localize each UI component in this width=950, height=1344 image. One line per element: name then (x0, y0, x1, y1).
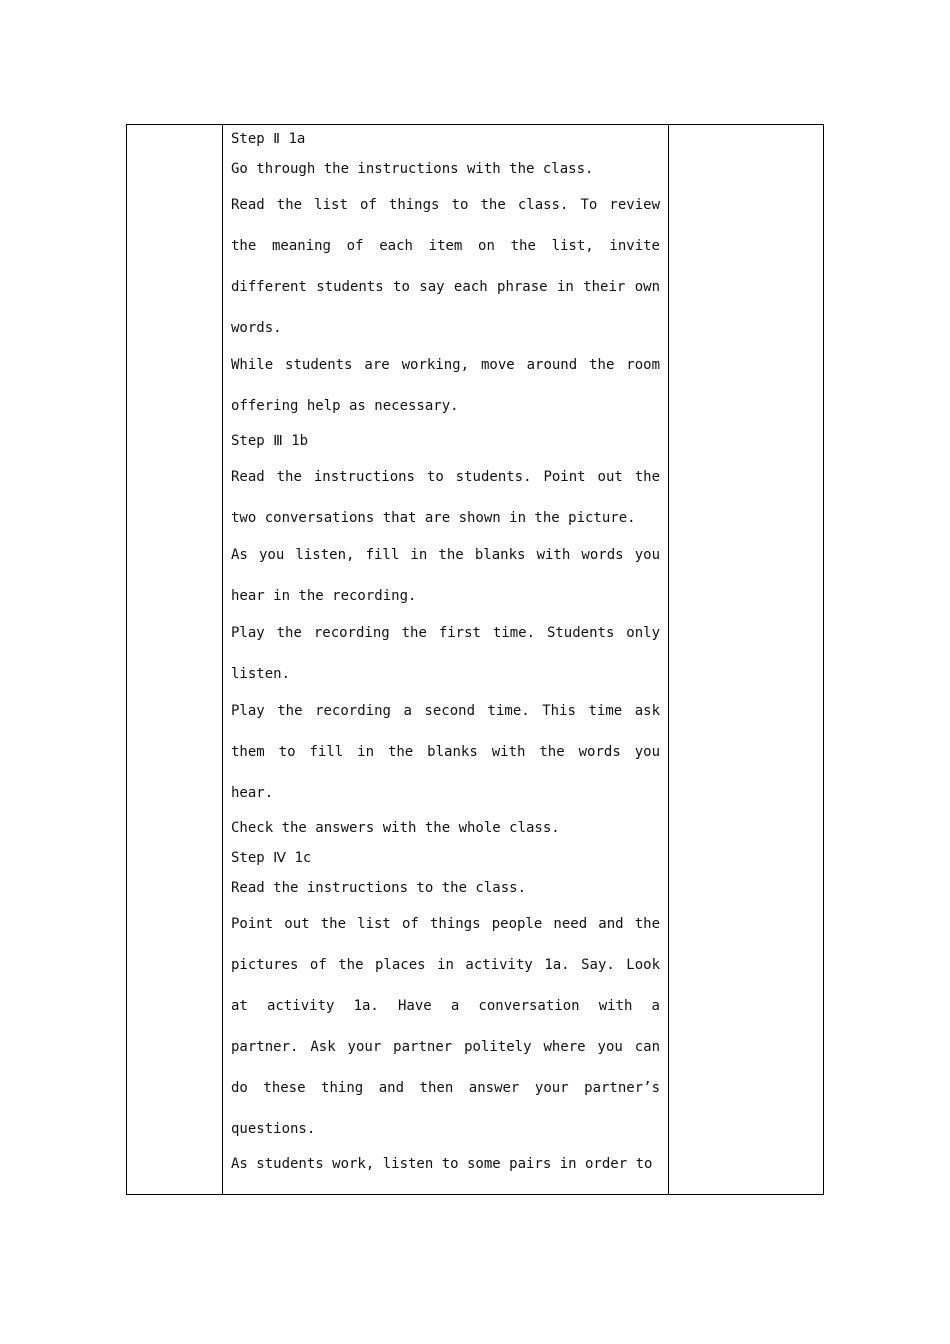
paragraph: Step Ⅱ 1a (231, 131, 306, 147)
procedure-column-cell (223, 125, 669, 1195)
paragraph: While students are working, move around the room offering help as necessary. (231, 357, 660, 414)
paragraph: Point out the list of things people need and the pictures of the places in activity 1a. Say. Look at activity 1a. Have a conversation with a partner. Ask your partner politely where you can do these thing and then answer your partner’s questions. (231, 916, 660, 1137)
table-row (127, 125, 824, 1195)
paragraph: Play the recording the first time. Students only listen. (231, 625, 660, 682)
paragraph: Play the recording a second time. This time ask them to fill in the blanks with the words you hear. (231, 703, 660, 801)
paragraph: Go through the instructions with the class. (231, 161, 594, 177)
right-column-cell (669, 125, 824, 1195)
paragraph: Step Ⅳ 1c (231, 850, 312, 866)
paragraph: Read the instructions to students. Point out the two conversations that are shown in the picture. (231, 469, 660, 526)
lesson-plan-table (126, 124, 824, 1195)
paragraph: Read the instructions to the class. (231, 880, 527, 896)
paragraph: As you listen, fill in the blanks with words you hear in the recording. (231, 547, 660, 604)
left-column-cell (127, 125, 223, 1195)
paragraph: As students work, listen to some pairs in order to (231, 1156, 653, 1172)
procedure-text (223, 125, 668, 1194)
paragraph: Read the list of things to the class. To review the meaning of each item on the list, invite different students to say each phrase in their own words. (231, 197, 660, 336)
paragraph: Step Ⅲ 1b (231, 433, 309, 449)
paragraph: Check the answers with the whole class. (231, 820, 560, 836)
